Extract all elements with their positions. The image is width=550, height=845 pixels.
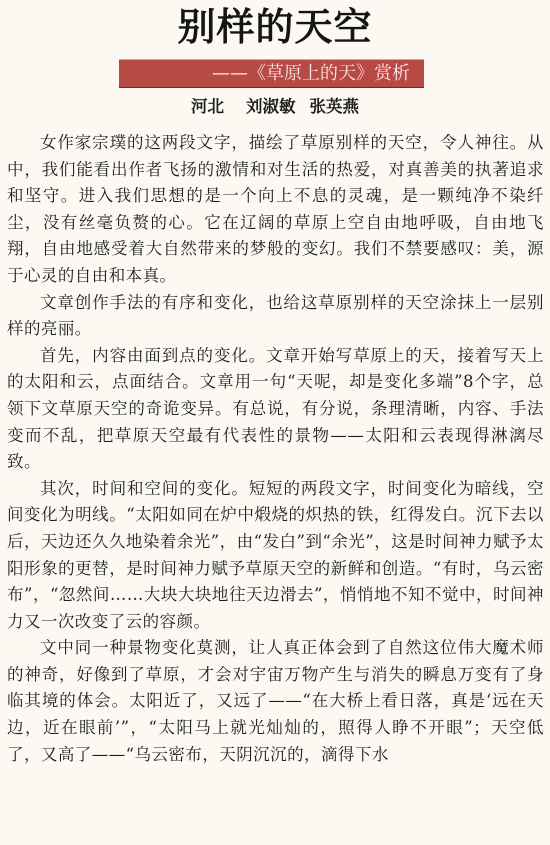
paragraph: 文中同一种景物变化莫测，让人真正体会到了自然这位伟大魔术师的神奇，好像到了草原，才会对宇宙万物产生与消失的瞬息万变有了身临其境的体会。太阳近了，又远了——“在大桥上看日落，真是‘远在天边，近在眼前’”，“太阳马上就光灿灿的，照得人睁不开眼”；天空低了，又高了——“乌云密布，天阴沉沉的，滴得下水 [7,638,544,764]
byline [0,95,550,119]
article-title: 别样的天空 [177,5,373,49]
article-body [7,130,544,768]
paragraph: 首先，内容由面到点的变化。文章开始写草原上的天，接着写天上的太阳和云，点面结合。文章用一句“天呢，却是变化多端”8个字，总领下文草原天空的奇诡变异。有总说，有分说，条理清晰，内容、手法变而不乱，把草原天空最有代表性的景物——太阳和云表现得淋漓尽致。 [7,345,544,472]
paragraph: 其次，时间和空间的变化。短短的两段文字，时间变化为暗线，空间变化为明线。“太阳如同在炉中煅烧的炽热的铁，红得发白。沉下去以后，天边还久久地染着余光”，由“发白”到“余光”，这是时间神力赋予太阳形象的更替，是时间神力赋予草原天空的新鲜和创造。“有时，乌云密布”，“忽然间……大块大块地往天边滑去”，悄悄地不知不觉中，时间神力又一次改变了云的容颜。 [7,478,544,631]
author-name: 刘淑敏 [246,97,296,116]
author-name: 张英燕 [309,97,359,116]
subtitle-banner: ——《草原上的天》赏析 [119,59,424,88]
paragraph: 女作家宗璞的这两段文字，描绘了草原别样的天空，令人神往。从中，我们能看出作者飞扬的激情和对生活的热爱，对真善美的执著追求和坚守。进入我们思想的是一个向上不息的灵魂，是一颗纯净不染纤尘，没有丝毫负赘的心。它在辽阔的草原上空自由地呼吸，自由地飞翔，自由地感受着大自然带来的梦般的变幻。我们不禁要感叹：美，源于心灵的自由和本真。 [7,133,544,285]
author-region: 河北 [191,97,224,116]
paragraph: 文章创作手法的有序和变化，也给这草原别样的天空涂抹上一层别样的亮丽。 [7,292,544,339]
